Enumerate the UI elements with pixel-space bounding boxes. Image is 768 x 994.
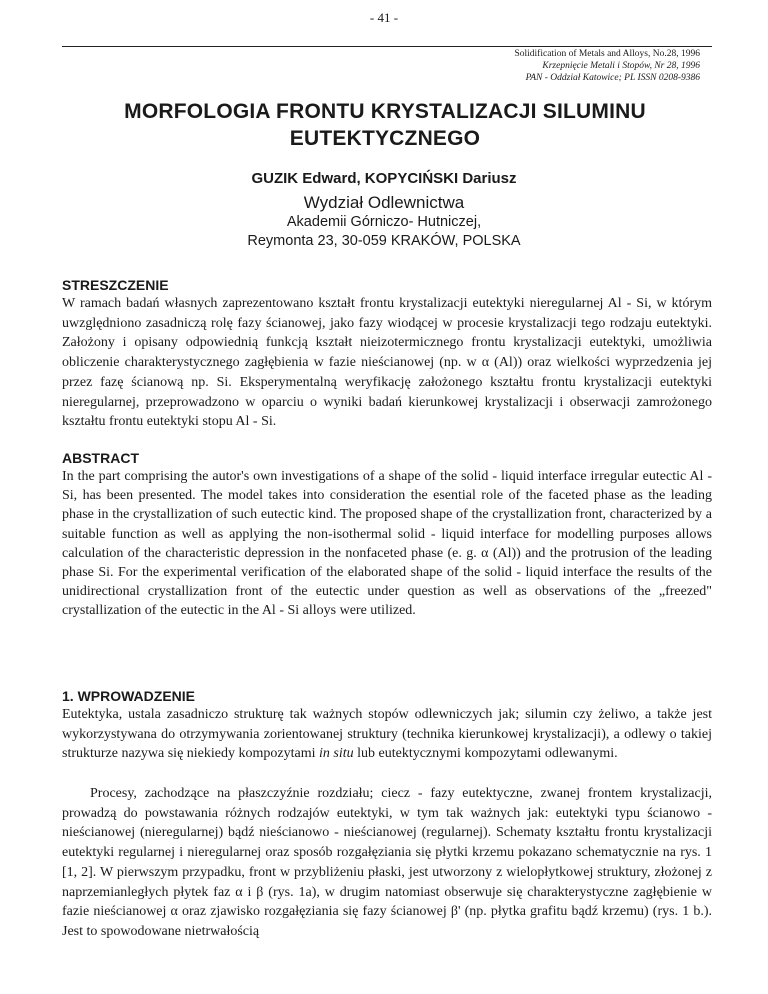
paper-title bbox=[60, 98, 710, 152]
introduction-heading: 1. WPROWADZENIE bbox=[62, 688, 196, 704]
address: Reymonta 23, 30-059 KRAKÓW, POLSKA bbox=[247, 233, 521, 249]
header-rule bbox=[62, 46, 712, 47]
streszczenie-heading: STRESZCZENIE bbox=[62, 277, 169, 293]
title-line-2: EUTEKTYCZNEGO bbox=[289, 127, 481, 150]
abstract-heading: ABSTRACT bbox=[62, 450, 139, 466]
university: Akademii Górniczo- Hutniczej, bbox=[286, 214, 482, 230]
affiliation bbox=[0, 192, 768, 251]
department: Wydział Odlewnictwa bbox=[303, 193, 465, 212]
title-line-1: MORFOLOGIA FRONTU KRYSTALIZACJI SILUMINU bbox=[124, 100, 646, 123]
journal-line-2: Krzepnięcie Metali i Stopów, Nr 28, 1996 bbox=[542, 61, 700, 71]
authors: GUZIK Edward, KOPYCIŃSKI Dariusz bbox=[251, 170, 517, 187]
journal-line-1: Solidification of Metals and Alloys, No.28, 1996 bbox=[514, 49, 700, 59]
introduction-paragraph-1 bbox=[62, 705, 712, 764]
streszczenie-text: W ramach badań własnych zaprezentowano kształt frontu krystalizacji eutektyki nieregularnej Al - Si, w którym uwzględniono zasadniczą rolę fazy ścianowej, jako fazy wiodącej w procesie krystalizacji tego rodzaju eutektyki. Założony i opisany odpowiednią funkcją kształt nieizotermicznego frontu krystalizacji eutektyki, umożliwia obliczenie charakterystycznego zagłębienia w fazie nieścianowej (np. w α (Al)) oraz wielkości wyprzedzenia jej przez fazę ścianową np. Si. Eksperymentalną weryfikację założonego kształtu frontu krystalizacji eutektyki nieregularnej, przeprowadzono w oparciu o wyniki badań kierunkowej krystalizacji i obserwacji zamrożonego kształtu frontu eutektyki stopu Al - Si. bbox=[62, 296, 712, 430]
intro-p1-text-a: Eutektyka, ustala zasadniczo strukturę tak ważnych stopów odlewniczych jak; silumin czy żeliwo, a także jest wykorzystywana do otrzymywania zorientowanej struktury (technika kierunkowej krystalizacji), a odlewy o takiej strukturze nazywa się niekiedy kompozytami bbox=[62, 707, 712, 762]
abstract-text: In the part comprising the autor's own investigations of a shape of the solid - liquid interface irregular eutectic Al - Si, has been presented. The model takes into consideration the esential role of the faceted phase as the leading phase in the crystallization of such eutectic kind. The proposed shape of the crystallization front, characterized by a suitable function as well as applying the non-isothermal solid - liquid interface for modelling purposes allows calculation of the characteristic depression in the nonfaceted phase (e. g. α (Al)) and the protrusion of the leading phase Si. For the experimental verification of the elaborated shape of the solid - liquid interface the results of the unidirectional crystallization front of the eutectic under question as well as observations of the „freezed" crystallization of the eutectic in the Al - Si alloys were utilized. bbox=[62, 469, 712, 619]
journal-info bbox=[514, 48, 700, 84]
page-number: - 41 - bbox=[369, 10, 399, 25]
introduction-paragraph-2: Procesy, zachodzące na płaszczyźnie rozdziału; ciecz - fazy eutektyczne, zwanej frontem krystalizacji, prowadzą do powstawania różnych rodzajów eutektyki, w tym tak ważnych jak: eutektyki typu ścianowo - nieścianowej (nieregularnej) bądź nieścianowo - nieścianowej (regularnej). Schematy kształtu frontu krystalizacji eutektyki regularnej i nieregularnej oraz sposób rozgałęziania się płytki krzemu pokazano schematycznie na rys. 1 [1, 2]. W pierwszym przypadku, front w przybliżeniu płaski, jest utworzony z wielopłytkowej struktury, złożonej z naprzemianległych płytek faz α i β (rys. 1a), w drugim natomiast obserwuje się charakterystyczne zagłębienie w fazie nieścianowej α oraz zjawisko rozgałęziania się fazy ścianowej β' (np. płytka grafitu bądź krzemu) (rys. 1 b.). Jest to spowodowane nietrwałością bbox=[62, 786, 712, 939]
intro-p1-text-b: lub eutektycznymi kompozytami odlewanymi. bbox=[353, 746, 618, 762]
journal-line-3: PAN - Oddział Katowice; PL ISSN 0208-9386 bbox=[525, 73, 700, 83]
intro-p1-italic: in situ bbox=[318, 746, 354, 762]
